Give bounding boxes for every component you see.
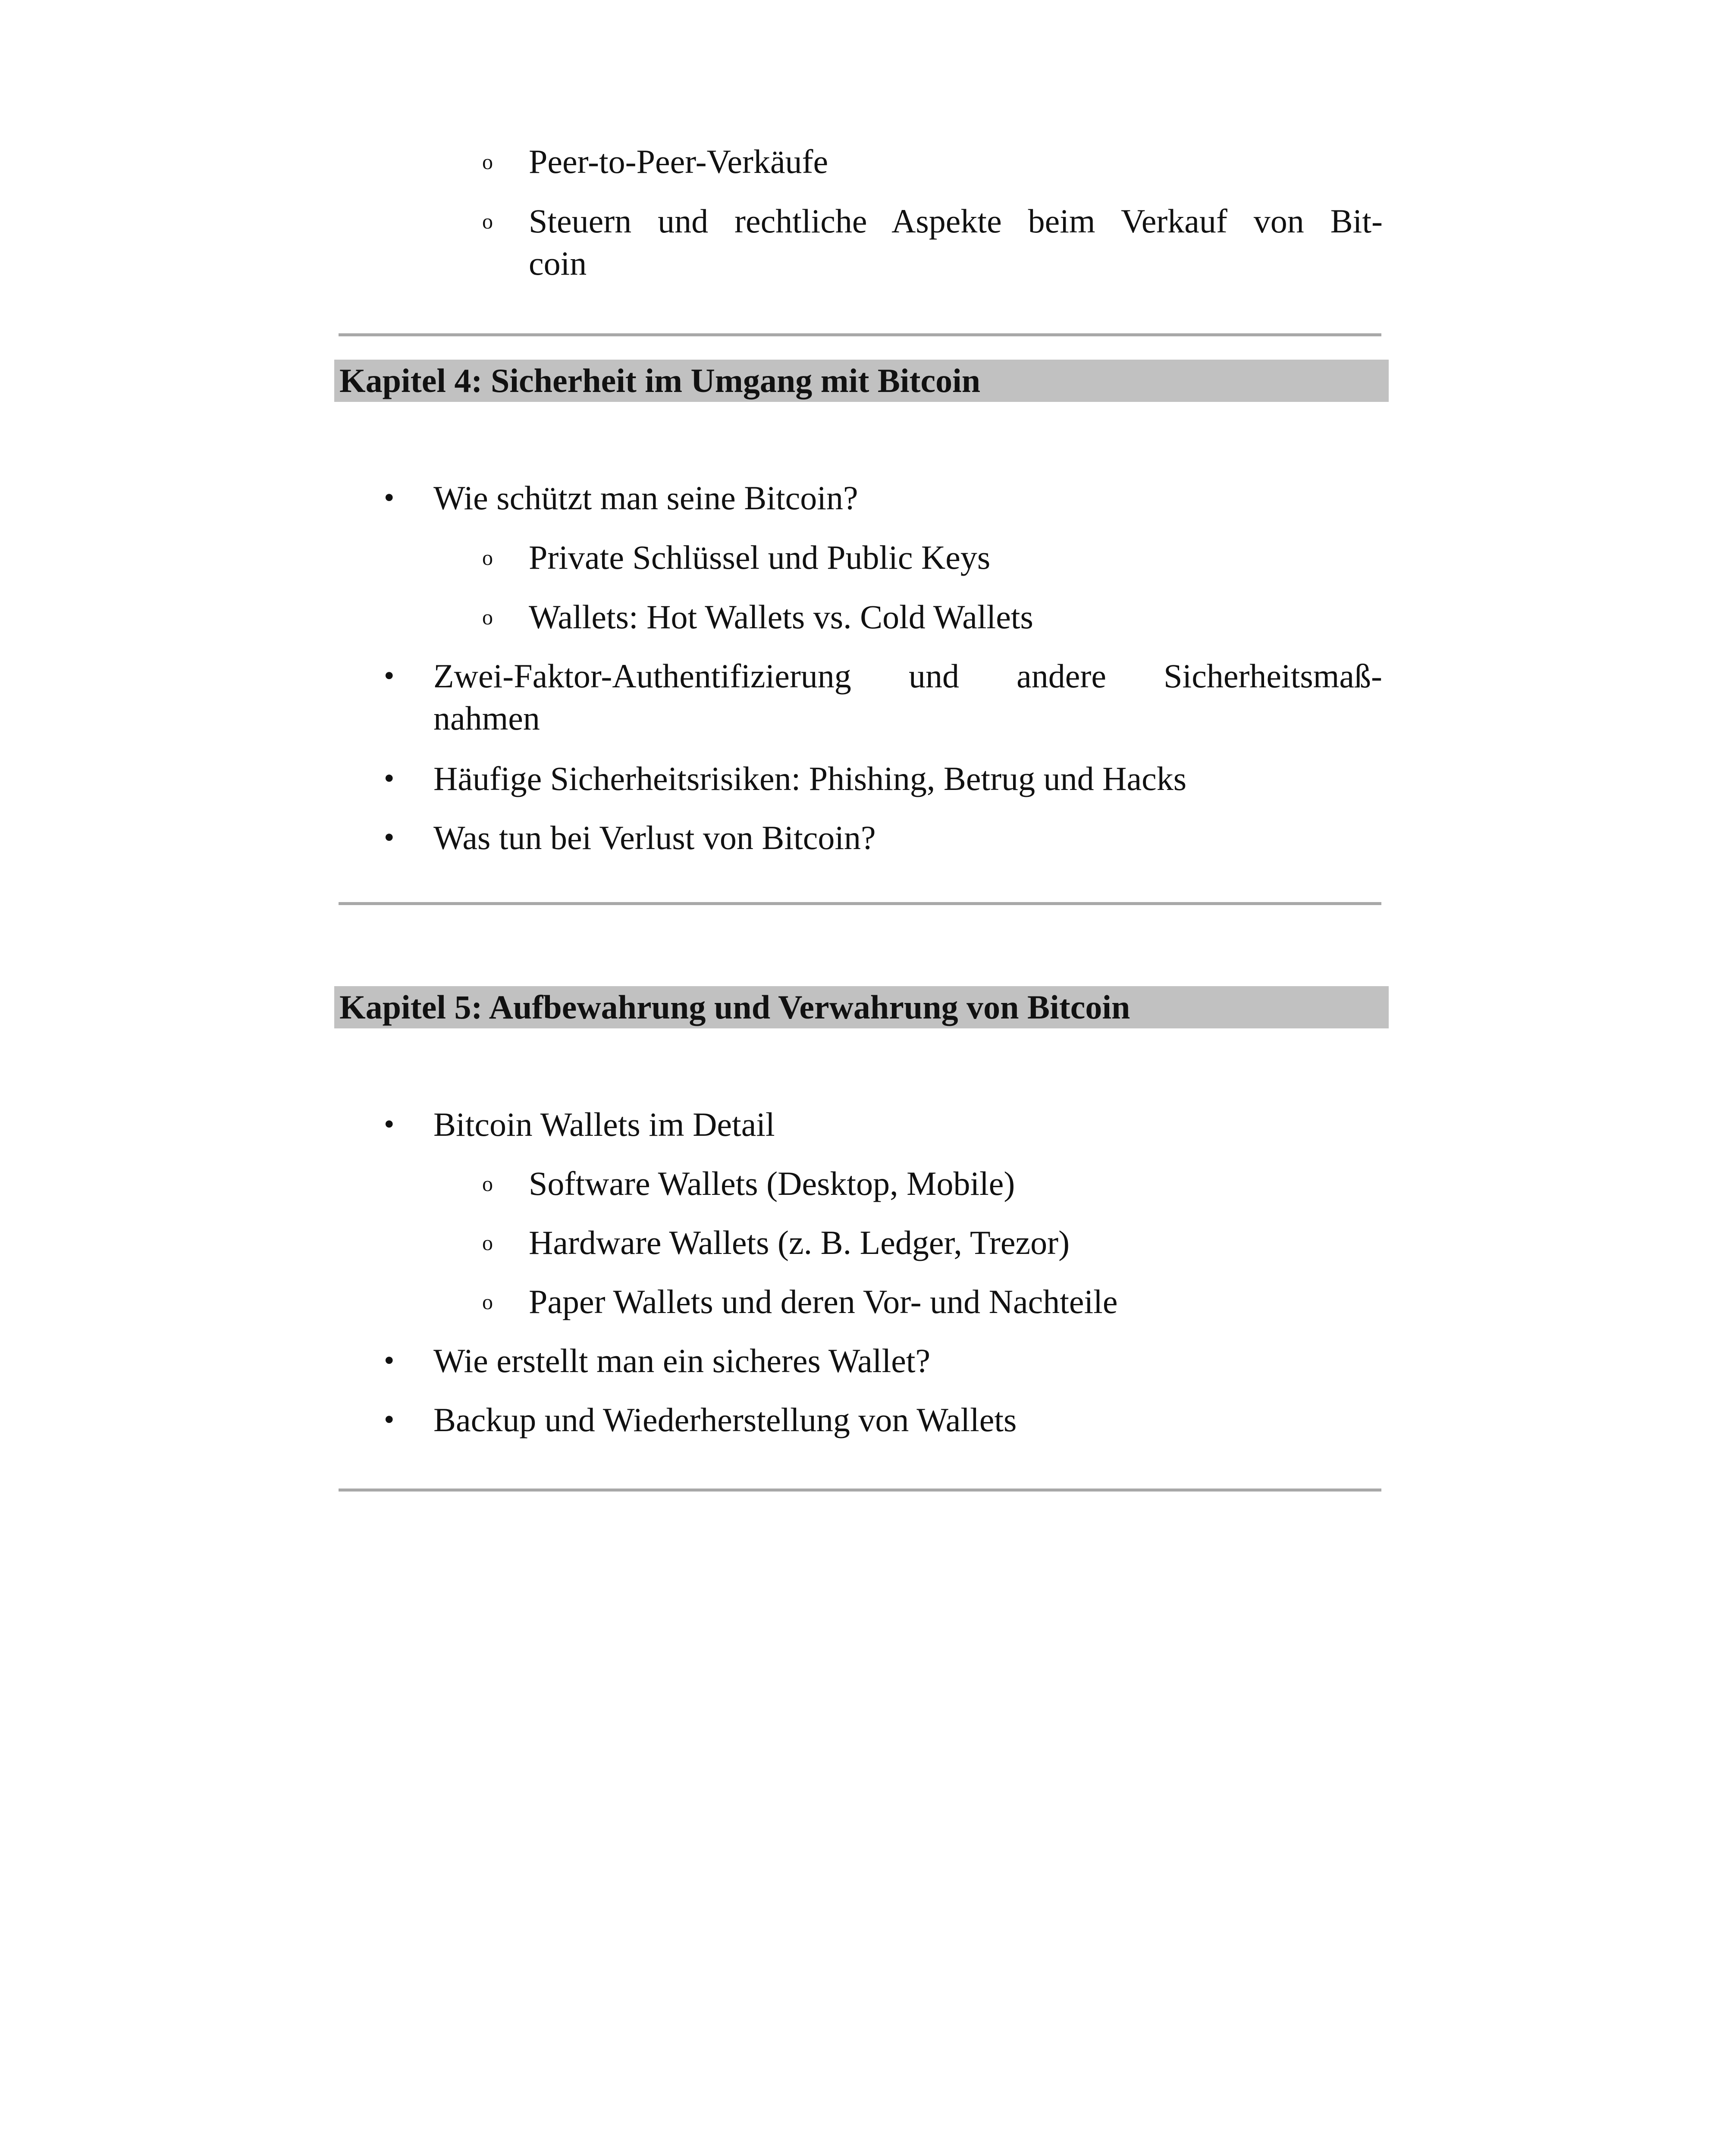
ch5-item-backup: Backup und Wiederherstellung von Wallets	[433, 1401, 1017, 1438]
sub-bullet-marker: o	[482, 605, 493, 629]
sub-bullet-marker: o	[482, 209, 493, 233]
chapter-4-heading: Kapitel 4: Sicherheit im Umgang mit Bitcoin	[334, 360, 1389, 402]
bullet-marker: •	[384, 1403, 395, 1436]
list-item-steuern-line2: coin	[529, 244, 587, 282]
sub-bullet-marker: o	[482, 545, 493, 570]
section-divider	[339, 333, 1381, 336]
list-item-peer-to-peer: Peer-to-Peer-Verkäufe	[529, 143, 828, 180]
bullet-marker: •	[384, 821, 395, 854]
chapter-5-heading: Kapitel 5: Aufbewahrung und Verwahrung von Bitcoin	[334, 986, 1389, 1028]
section-divider	[339, 1489, 1381, 1492]
sub-bullet-marker: o	[482, 1172, 493, 1196]
list-item-steuern-line1: Steuern und rechtliche Aspekte beim Verkauf von Bit-	[529, 202, 1383, 240]
ch4-subitem-wallets: Wallets: Hot Wallets vs. Cold Wallets	[529, 598, 1033, 636]
sub-bullet-marker: o	[482, 1231, 493, 1255]
ch4-subitem-private-keys: Private Schlüssel und Public Keys	[529, 539, 991, 576]
bullet-marker: •	[384, 762, 395, 795]
bullet-marker: •	[384, 659, 395, 693]
bullet-marker: •	[384, 1108, 395, 1141]
ch4-item-risiken: Häufige Sicherheitsrisiken: Phishing, Betrug und Hacks	[433, 760, 1187, 797]
ch5-item-wallets-detail: Bitcoin Wallets im Detail	[433, 1106, 775, 1143]
ch5-subitem-paper: Paper Wallets und deren Vor- und Nachteile	[529, 1283, 1118, 1320]
ch4-item-verlust: Was tun bei Verlust von Bitcoin?	[433, 819, 876, 856]
ch5-subitem-hardware: Hardware Wallets (z. B. Ledger, Trezor)	[529, 1224, 1070, 1261]
sub-bullet-marker: o	[482, 1290, 493, 1314]
ch5-item-erstellen: Wie erstellt man ein sicheres Wallet?	[433, 1342, 931, 1379]
ch4-item-2fa-line2: nahmen	[433, 699, 540, 737]
section-divider	[339, 902, 1381, 905]
ch4-item-2fa-line1: Zwei-Faktor-Authentifizierung und andere Sicherheitsmaß-	[433, 657, 1382, 695]
sub-bullet-marker: o	[482, 150, 493, 174]
ch4-item-wie-schuetzt: Wie schützt man seine Bitcoin?	[433, 479, 858, 517]
ch5-subitem-software: Software Wallets (Desktop, Mobile)	[529, 1165, 1015, 1202]
bullet-marker: •	[384, 1344, 395, 1377]
bullet-marker: •	[384, 481, 395, 514]
